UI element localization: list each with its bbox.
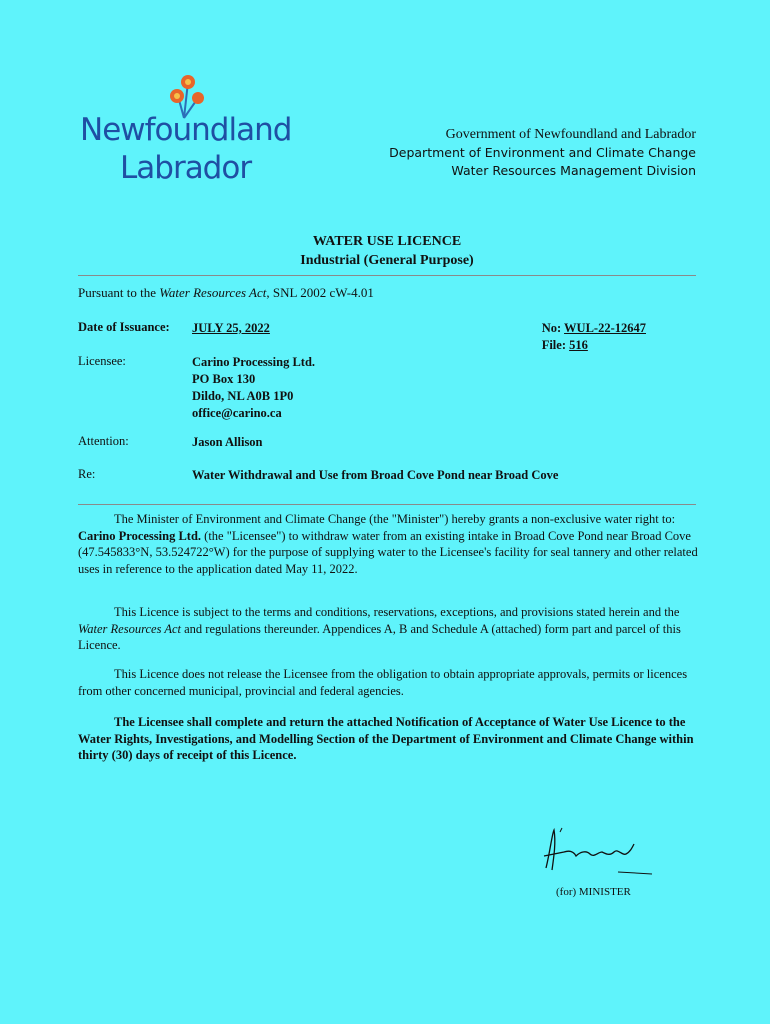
licensee-line: Carino Processing Ltd.	[192, 355, 316, 369]
approvals-text: This Licence does not release the Licensee from the obligation to obtain appropriate approvals, permits or licences from other concerned municipal, provincial and federal agencies.	[78, 667, 688, 698]
licensee-line: PO Box 130	[192, 372, 256, 386]
act-name: Water Resources Act	[159, 285, 267, 300]
paragraph-acceptance	[78, 714, 698, 764]
divider-bottom	[78, 504, 696, 505]
government-name: Government of Newfoundland and Labrador	[445, 127, 696, 142]
attention-label: Attention:	[78, 434, 129, 448]
re-label: Re:	[78, 467, 96, 481]
file-label: File:	[541, 338, 570, 352]
attention-value: Jason Allison	[192, 435, 263, 449]
terms-text-cont: and regulations thereunder. Appendices A, B and Schedule A (attached) form part and parcel of this Licence.	[78, 621, 681, 652]
terms-text: This Licence is subject to the terms and conditions, reservations, exceptions, and provisions stated herein and the	[114, 605, 680, 619]
licensee-address	[192, 354, 315, 422]
date-value: JULY 25, 2022	[192, 321, 270, 335]
minister-signature	[540, 822, 660, 882]
pursuant-line	[78, 285, 374, 301]
re-value: Water Withdrawal and Use from Broad Cove Pond near Broad Cove	[192, 468, 559, 482]
licensee-email: office@carino.ca	[192, 406, 282, 420]
date-label: Date of Issuance:	[78, 320, 170, 334]
file-value: 516	[569, 338, 588, 352]
logo-labrador-text: Labrador	[120, 150, 252, 186]
acceptance-text: The Licensee shall complete and return the attached Notification of Acceptance of Water Use Licence to the Water Rights, Investigations, and Modelling Section of the Department of Environment and Climate Change within thirty (30) days of receipt of this Licence.	[78, 715, 694, 762]
licence-subtitle: Industrial (General Purpose)	[300, 253, 474, 268]
document-title	[78, 232, 696, 270]
department-name: Department of Environment and Climate Change	[389, 145, 696, 160]
paragraph-grant	[78, 511, 698, 577]
logo-newfoundland-text: Newfoundland	[80, 112, 292, 148]
pursuant-suffix: , SNL 2002 cW-4.01	[266, 285, 374, 300]
licensee-label: Licensee:	[78, 354, 126, 368]
paragraph-approvals	[78, 666, 698, 699]
nl-logo	[80, 70, 290, 190]
no-value: WUL-22-12647	[564, 321, 646, 335]
division-name: Water Resources Management Division	[451, 163, 696, 178]
licensee-line: Dildo, NL A0B 1P0	[192, 389, 294, 403]
pursuant-prefix: Pursuant to the	[78, 285, 160, 300]
terms-act: Water Resources Act	[78, 621, 181, 636]
government-header	[389, 126, 696, 180]
licence-number-block	[542, 320, 646, 354]
paragraph-terms	[78, 604, 698, 654]
signature-caption: (for) MINISTER	[556, 886, 631, 898]
grant-licensee: Carino Processing Ltd.	[78, 528, 202, 543]
licence-title: WATER USE LICENCE	[312, 234, 462, 249]
no-label: No:	[541, 321, 565, 335]
grant-text-cont: (the "Licensee") to withdraw water from an existing intake in Broad Cove Pond near Broad Cove (47.545833°N, 53.524722°W) for the purpose of supplying water to the Licensee's facility for seal tannery and other related uses in reference to the application dated May 11, 2022.	[78, 528, 698, 576]
grant-text: The Minister of Environment and Climate Change (the "Minister") hereby grants a non-exclusive water right to:	[114, 512, 676, 526]
divider-top	[78, 275, 696, 276]
